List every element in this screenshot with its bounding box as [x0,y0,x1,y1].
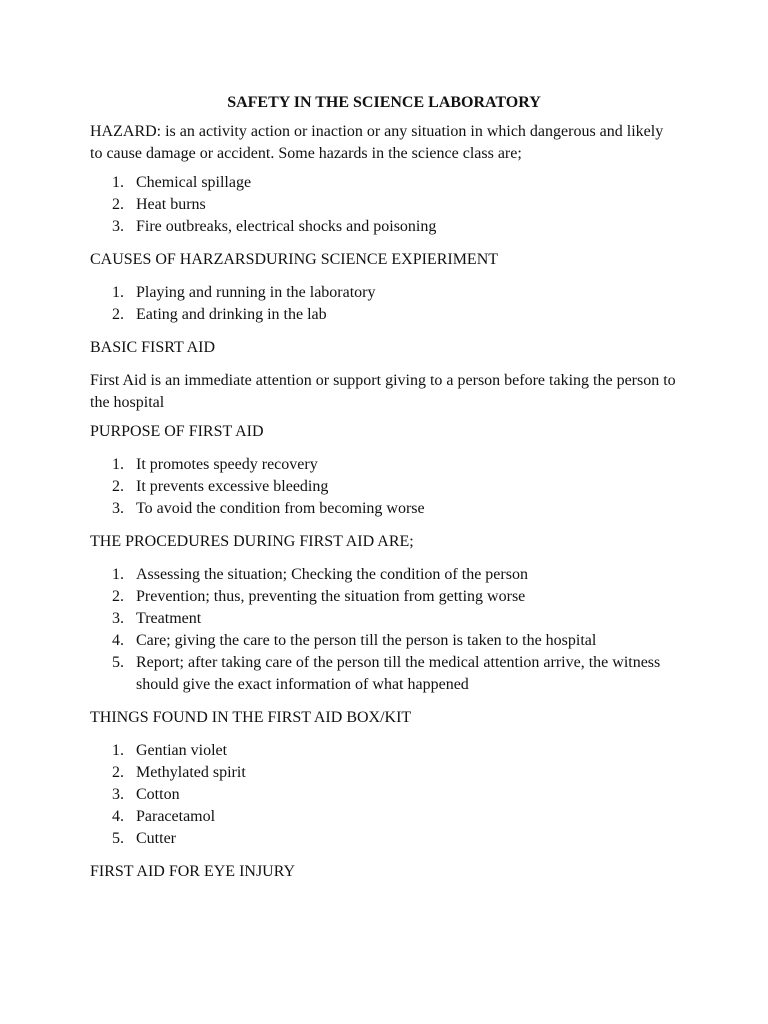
list-item: 3. Cotton [112,786,180,803]
list-item: 2. It prevents excessive bleeding [112,478,329,495]
list-item-text: It promotes speedy recovery [136,456,318,473]
purpose-heading: PURPOSE OF FIRST AID [90,423,264,440]
list-item-text: It prevents excessive bleeding [136,478,329,495]
kit-list [90,740,678,850]
eye-injury-heading: FIRST AID FOR EYE INJURY [90,863,296,880]
first-aid-definition: First Aid is an immediate attention or support giving to a person before taking the person to the hospital [90,372,676,411]
kit-heading: THINGS FOUND IN THE FIRST AID BOX/KIT [90,709,412,726]
list-item-text: Paracetamol [136,808,216,825]
list-item: 5. Cutter [112,830,176,847]
list-item-text: Cutter [136,830,176,847]
list-item-text: Playing and running in the laboratory [136,284,376,301]
list-item-text: Eating and drinking in the lab [136,306,327,323]
list-item-text: To avoid the condition from becoming worse [136,500,425,517]
list-item: 2. Methylated spirit [112,764,246,781]
procedures-heading: THE PROCEDURES DURING FIRST AID ARE; [90,533,414,550]
basic-first-aid-heading: BASIC FISRT AID [90,339,215,356]
hazards-list [90,172,678,238]
list-item: 2. Heat burns [112,196,206,213]
page-title: SAFETY IN THE SCIENCE LABORATORY [227,94,541,111]
list-item-text: Assessing the situation; Checking the condition of the person [136,566,528,583]
list-item: 1. Chemical spillage [112,174,252,191]
list-item: 4. Care; giving the care to the person till the person is taken to the hospital [112,632,597,649]
purpose-list [90,454,678,520]
list-item: 1. It promotes speedy recovery [112,456,318,473]
list-item-text: Gentian violet [136,742,228,759]
list-item: 4. Paracetamol [112,808,216,825]
list-item-text: Care; giving the care to the person till the person is taken to the hospital [136,632,597,649]
list-item: 2. Prevention; thus, preventing the situation from getting worse [112,588,526,605]
procedures-list [90,564,678,696]
list-item-text: Cotton [136,786,180,803]
list-item: 1. Assessing the situation; Checking the condition of the person [112,566,528,583]
causes-list [90,282,678,326]
list-item-text: Treatment [136,610,202,627]
list-item: 2. Eating and drinking in the lab [112,306,327,323]
list-item-text: Methylated spirit [136,764,246,781]
list-item-text: Chemical spillage [136,174,252,191]
list-item-text: Report; after taking care of the person till the medical attention arrive, the witness should give the exact information of what happened [136,654,661,693]
list-item: 3. Fire outbreaks, electrical shocks and poisoning [112,218,437,235]
list-item-text: Prevention; thus, preventing the situation from getting worse [136,588,526,605]
list-item: 3. Treatment [112,610,202,627]
list-item: 5. Report; after taking care of the person till the medical attention arrive, the witness should give the exact information of what happened [112,654,661,693]
list-item-text: Heat burns [136,196,206,213]
list-item: 1. Gentian violet [112,742,228,759]
list-item: 3. To avoid the condition from becoming worse [112,500,425,517]
hazard-definition: HAZARD: is an activity action or inaction or any situation in which dangerous and likely to cause damage or accident. Some hazards in the science class are; [90,123,664,162]
list-item-text: Fire outbreaks, electrical shocks and poisoning [136,218,437,235]
list-item: 1. Playing and running in the laboratory [112,284,376,301]
causes-heading: CAUSES OF HARZARSDURING SCIENCE EXPIERIMENT [90,251,499,268]
